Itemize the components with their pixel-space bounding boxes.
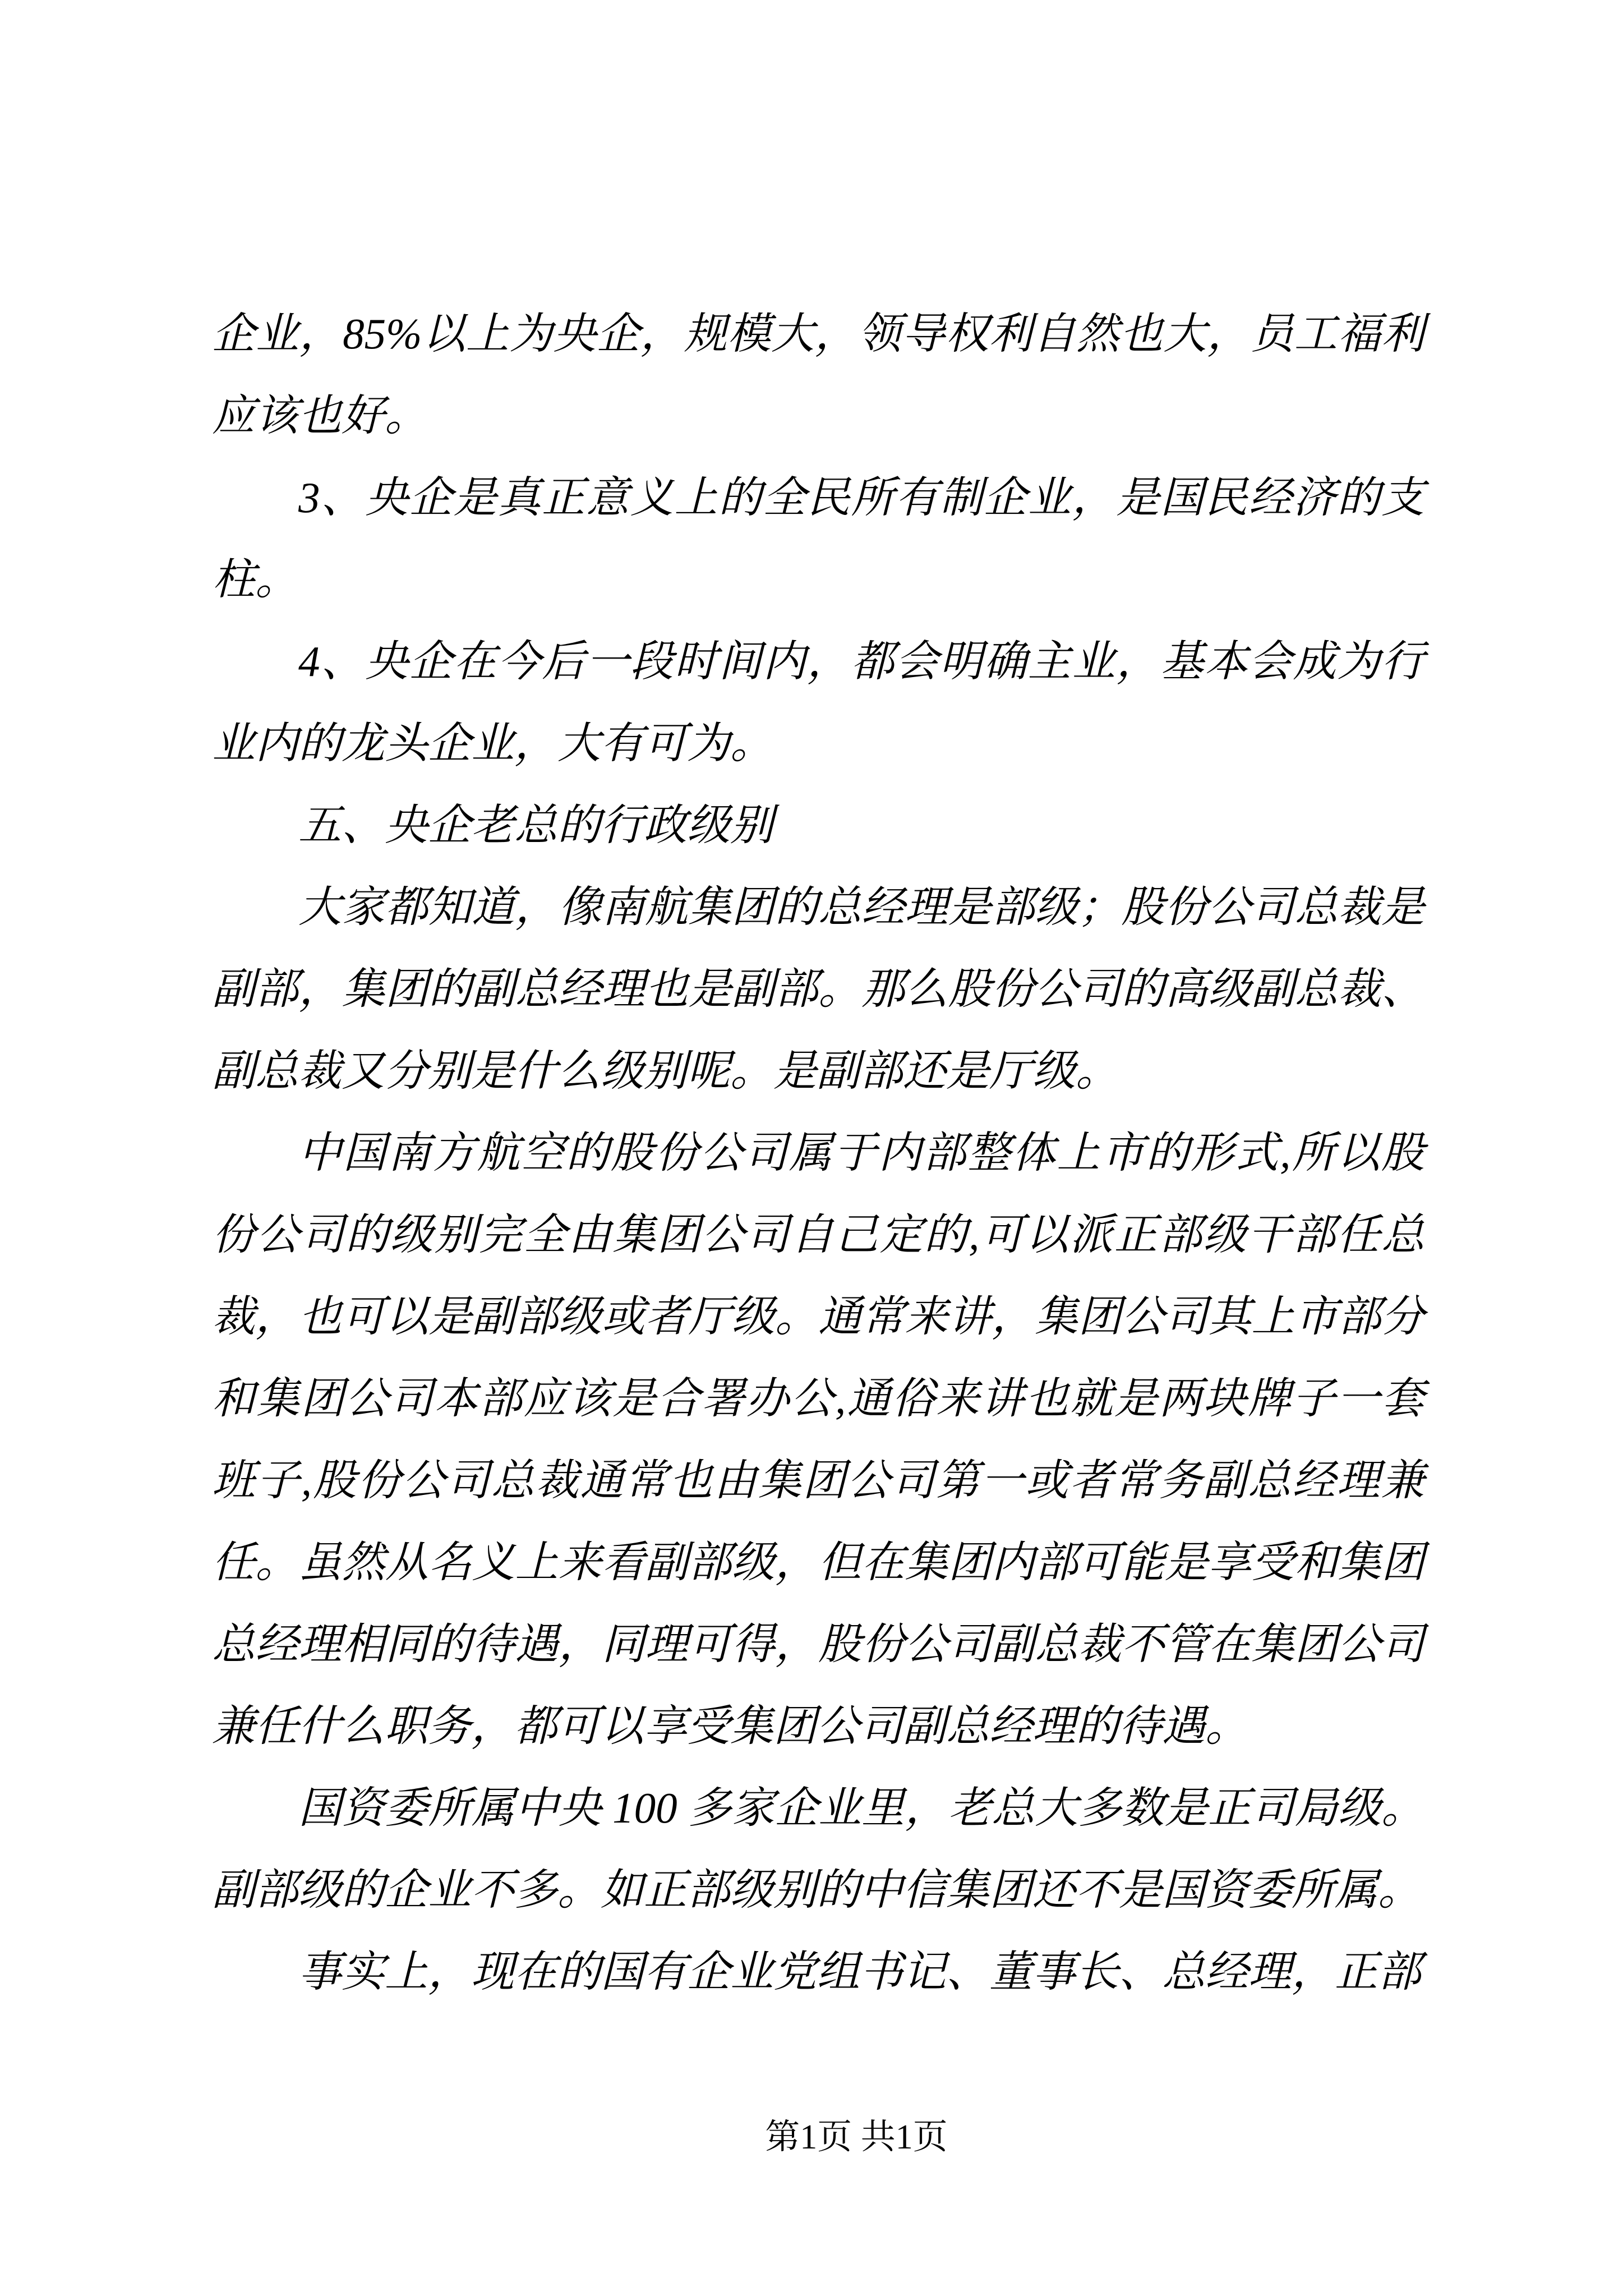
- paragraph-3: 4、央企在今后一段时间内，都会明确主业，基本会成为行业内的龙头企业，大有可为。: [212, 637, 1424, 767]
- paragraph-6: 中国南方航空的股份公司属于内部整体上市的形式,所以股份公司的级别完全由集团公司自己定的,可以派正部级干部任总裁，也可以是副部级或者厅级。通常来讲，集团公司其上市部分和集团公司本部应该是合署办公,通俗来讲也就是两块牌子一套班子,股份公司总裁通常也由集团公司第一或者常务副总经理兼任。虽然从名义上来看副部级，但在集团内部可能是享受和集团总经理相同的待遇，同理可得，股份公司副总裁不管在集团公司兼任什么职务，都可以享受集团公司副总经理的待遇。: [212, 1129, 1424, 1750]
- page-footer: 第1页 共1页: [765, 2118, 948, 2156]
- paragraph-2: 3、央企是真正意义上的全民所有制企业，是国民经济的支柱。: [212, 473, 1424, 604]
- paragraph-1: 企业，85%以上为央企，规模大，领导权利自然也大，员工福利应该也好。: [212, 310, 1424, 440]
- paragraph-4-heading: 五、央企老总的行政级别: [298, 801, 773, 849]
- paragraph-7: 国资委所属中央 100 多家企业里，老总大多数是正司局级。副部级的企业不多。如正部级别的中信集团还不是国资委所属。: [212, 1784, 1424, 1914]
- paragraph-5: 大家都知道，像南航集团的总经理是部级；股份公司总裁是副部，集团的副总经理也是副部。那么股份公司的高级副总裁、副总裁又分别是什么级别呢。是副部还是厅级。: [212, 883, 1424, 1095]
- paragraph-8: 事实上，现在的国有企业党组书记、董事长、总经理，正部: [298, 1948, 1421, 1996]
- document-body: [212, 293, 1424, 2013]
